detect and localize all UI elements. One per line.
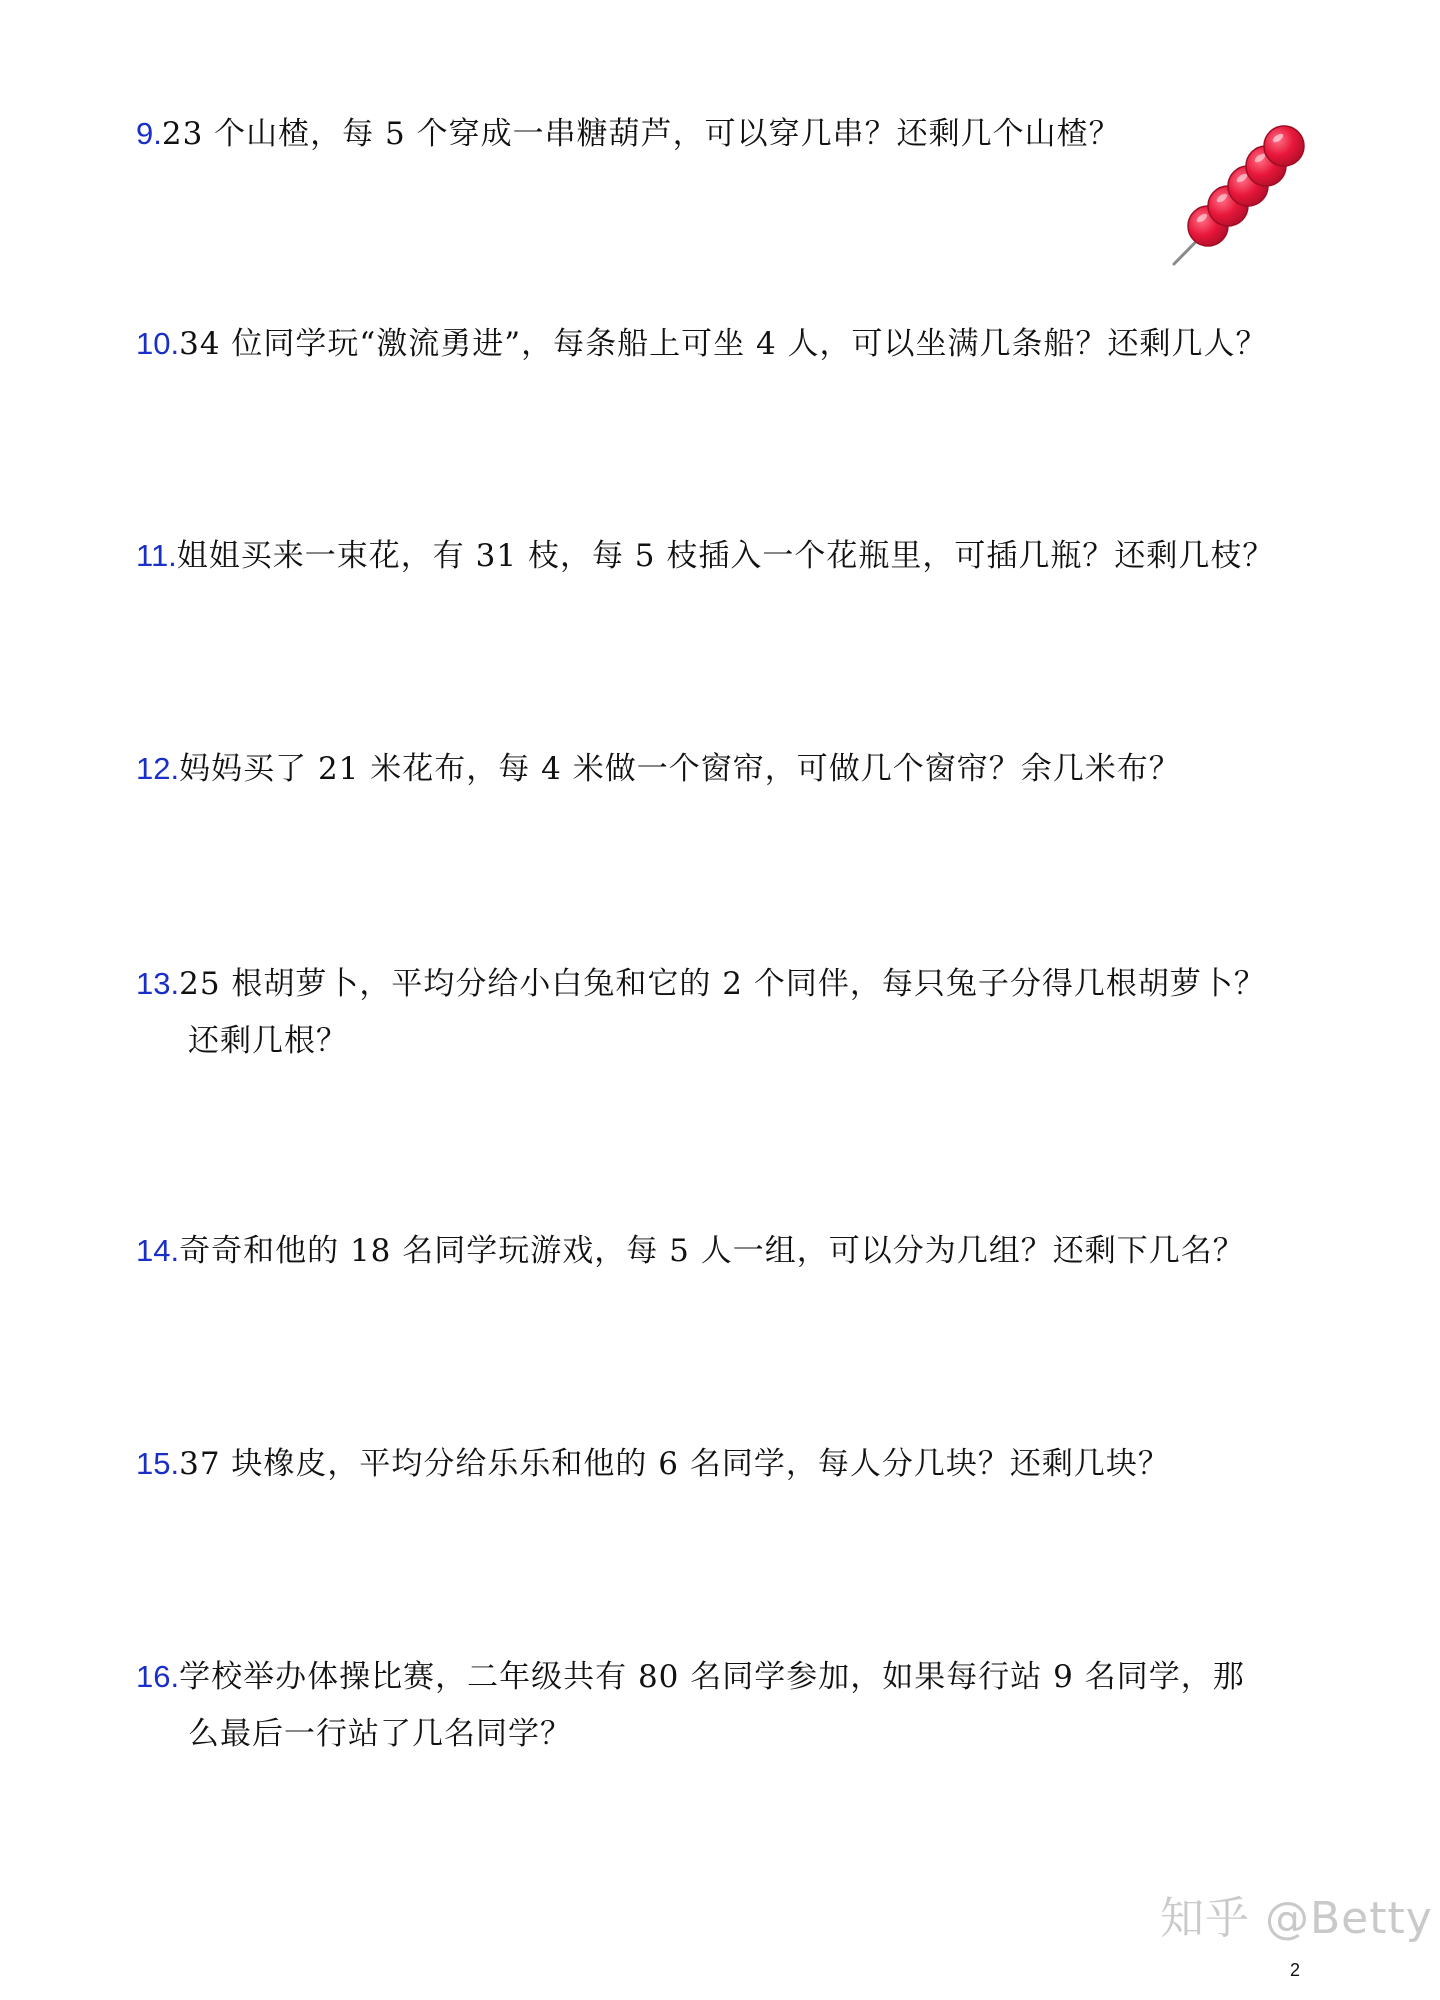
problem-text: 学校举办体操比赛，二年级共有 80 名同学参加，如果每行站 9 名同学，那 [179, 1659, 1245, 1695]
problem-number: 14. [136, 1233, 180, 1268]
problem-16 [136, 1648, 1306, 1763]
problem-number: 10. [136, 326, 180, 361]
problem-text: 妈妈买了 21 米花布，每 4 米做一个窗帘，可做几个窗帘？余几米布？ [179, 751, 1181, 787]
problem-9 [136, 105, 1306, 163]
problem-number: 11. [136, 538, 177, 573]
problem-text-continued: 么最后一行站了几名同学？ [188, 1716, 572, 1752]
candied-hawthorn-icon [1168, 118, 1318, 268]
problem-text: 23 个山楂，每 5 个穿成一串糖葫芦，可以穿几串？还剩几个山楂？ [161, 116, 1121, 152]
problem-text: 姐姐买来一束花，有 31 枝，每 5 枝插入一个花瓶里，可插几瓶？还剩几枝？ [176, 538, 1275, 574]
problem-number: 12. [136, 751, 180, 786]
problem-12 [136, 740, 1306, 798]
problem-number: 13. [136, 966, 180, 1001]
problem-10 [136, 315, 1306, 373]
problem-13 [136, 955, 1306, 1070]
problem-number: 15. [136, 1446, 180, 1481]
page-number: 2 [1290, 1960, 1301, 1980]
problem-number: 9. [136, 116, 162, 151]
problem-text: 奇奇和他的 18 名同学玩游戏，每 5 人一组，可以分为几组？还剩下几名？ [179, 1233, 1245, 1269]
problem-11 [136, 527, 1306, 585]
problem-text-continued: 还剩几根？ [188, 1023, 348, 1059]
watermark: 知乎 @Betty [1160, 1893, 1433, 1944]
problem-text: 37 块橡皮，平均分给乐乐和他的 6 名同学，每人分几块？还剩几块？ [179, 1446, 1170, 1482]
problem-14 [136, 1222, 1306, 1280]
problem-text: 34 位同学玩“激流勇进”，每条船上可坐 4 人，可以坐满几条船？还剩几人？ [179, 326, 1268, 362]
problem-number: 16. [136, 1659, 180, 1694]
problem-text: 25 根胡萝卜，平均分给小白兔和它的 2 个同伴，每只兔子分得几根胡萝卜？ [179, 966, 1266, 1002]
problem-15 [136, 1435, 1306, 1493]
